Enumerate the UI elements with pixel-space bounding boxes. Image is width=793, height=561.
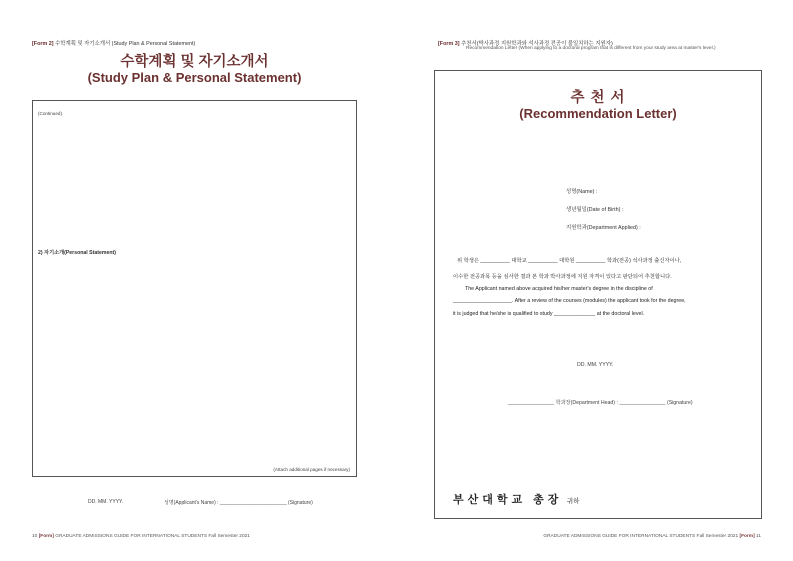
left-footer [32, 534, 250, 539]
right-form-subcaption: Recommendation Letter (When applying to a doctoral program that is different from your study area at master's level.) [466, 46, 716, 51]
department-head-signature-line: ________________ 학과장(Department Head) : ________________ (Signature) [508, 400, 693, 406]
left-form-caption [32, 39, 195, 47]
left-title-ko: 수학계획 및 자기소개서 [120, 54, 269, 70]
left-date-label: DD. MM. YYYY. [88, 499, 124, 505]
right-footer-form-tag: [Form] [739, 534, 755, 539]
right-page-number: 11 [756, 534, 761, 539]
field-name: 성명(Name) : [566, 189, 598, 195]
paragraph-ko-line-2: 이수한 전공과목 등을 심사한 결과 본 학과 박사과정에 지원 자격이 있다고 판단되어 추천합니다. [453, 274, 672, 280]
recommendation-letter-box [434, 70, 762, 519]
right-date-label: DD. MM. YYYY. [577, 362, 614, 368]
field-dob: 생년월일(Date of Birth) : [566, 207, 624, 213]
left-form-caption-text: 수학계획 및 자기소개서 (Study Plan & Personal Statement) [55, 41, 196, 47]
left-footer-text: GRADUATE ADMISSIONS GUIDE FOR INTERNATIONAL STUDENTS Fall Semester 2021 [55, 534, 250, 539]
right-footer-text: GRADUATE ADMISSIONS GUIDE FOR INTERNATIONAL STUDENTS Fall Semester 2021 [543, 534, 739, 539]
paragraph-en-line-1: The Applicant named above acquired his/her master's degree in the discipline of [465, 286, 653, 292]
left-form-tag: [Form 2] [32, 41, 54, 47]
honorific: 귀하 [566, 498, 580, 505]
right-title-en: (Recommendation Letter) [519, 106, 677, 121]
right-title-ko: 추 천 서 [570, 90, 626, 106]
left-page-number: 10 [32, 534, 38, 539]
left-title-en: (Study Plan & Personal Statement) [87, 70, 302, 85]
paragraph-en-line-3: it is judged that he/she is qualified to study ______________ at the doctoral level. [453, 311, 645, 317]
president-line [453, 490, 579, 508]
paragraph-en-line-2: ____________________. After a review of the courses (modules) the applicant took for the degree, [453, 298, 686, 304]
right-footer [543, 534, 761, 539]
paragraph-ko-line-1: 위 학생은 __________ 대학교 __________ 대학원 __________ 학과(전공) 석사과정 출신자이나, [457, 258, 682, 264]
personal-statement-heading: 2) 자기소개(Personal Statement) [38, 250, 116, 256]
right-form-tag: [Form 3] [438, 41, 460, 47]
right-form-caption-text: 추천서(박사과정 지원학과와 석사과정 전공이 불일치하는 지원자) [461, 41, 613, 47]
applicant-signature-line: 성명(Applicant's Name) : ________________________ (Signature) [164, 500, 313, 506]
left-footer-form-tag: [Form] [38, 534, 54, 539]
attach-note: (Attach additional pages if necessary) [273, 467, 350, 472]
president-title: 부산대학교 총장 [453, 494, 563, 506]
field-dept: 지원학과(Department Applied) : [566, 225, 641, 231]
continued-label: (Continued) [38, 111, 63, 116]
left-statement-box [32, 100, 357, 477]
